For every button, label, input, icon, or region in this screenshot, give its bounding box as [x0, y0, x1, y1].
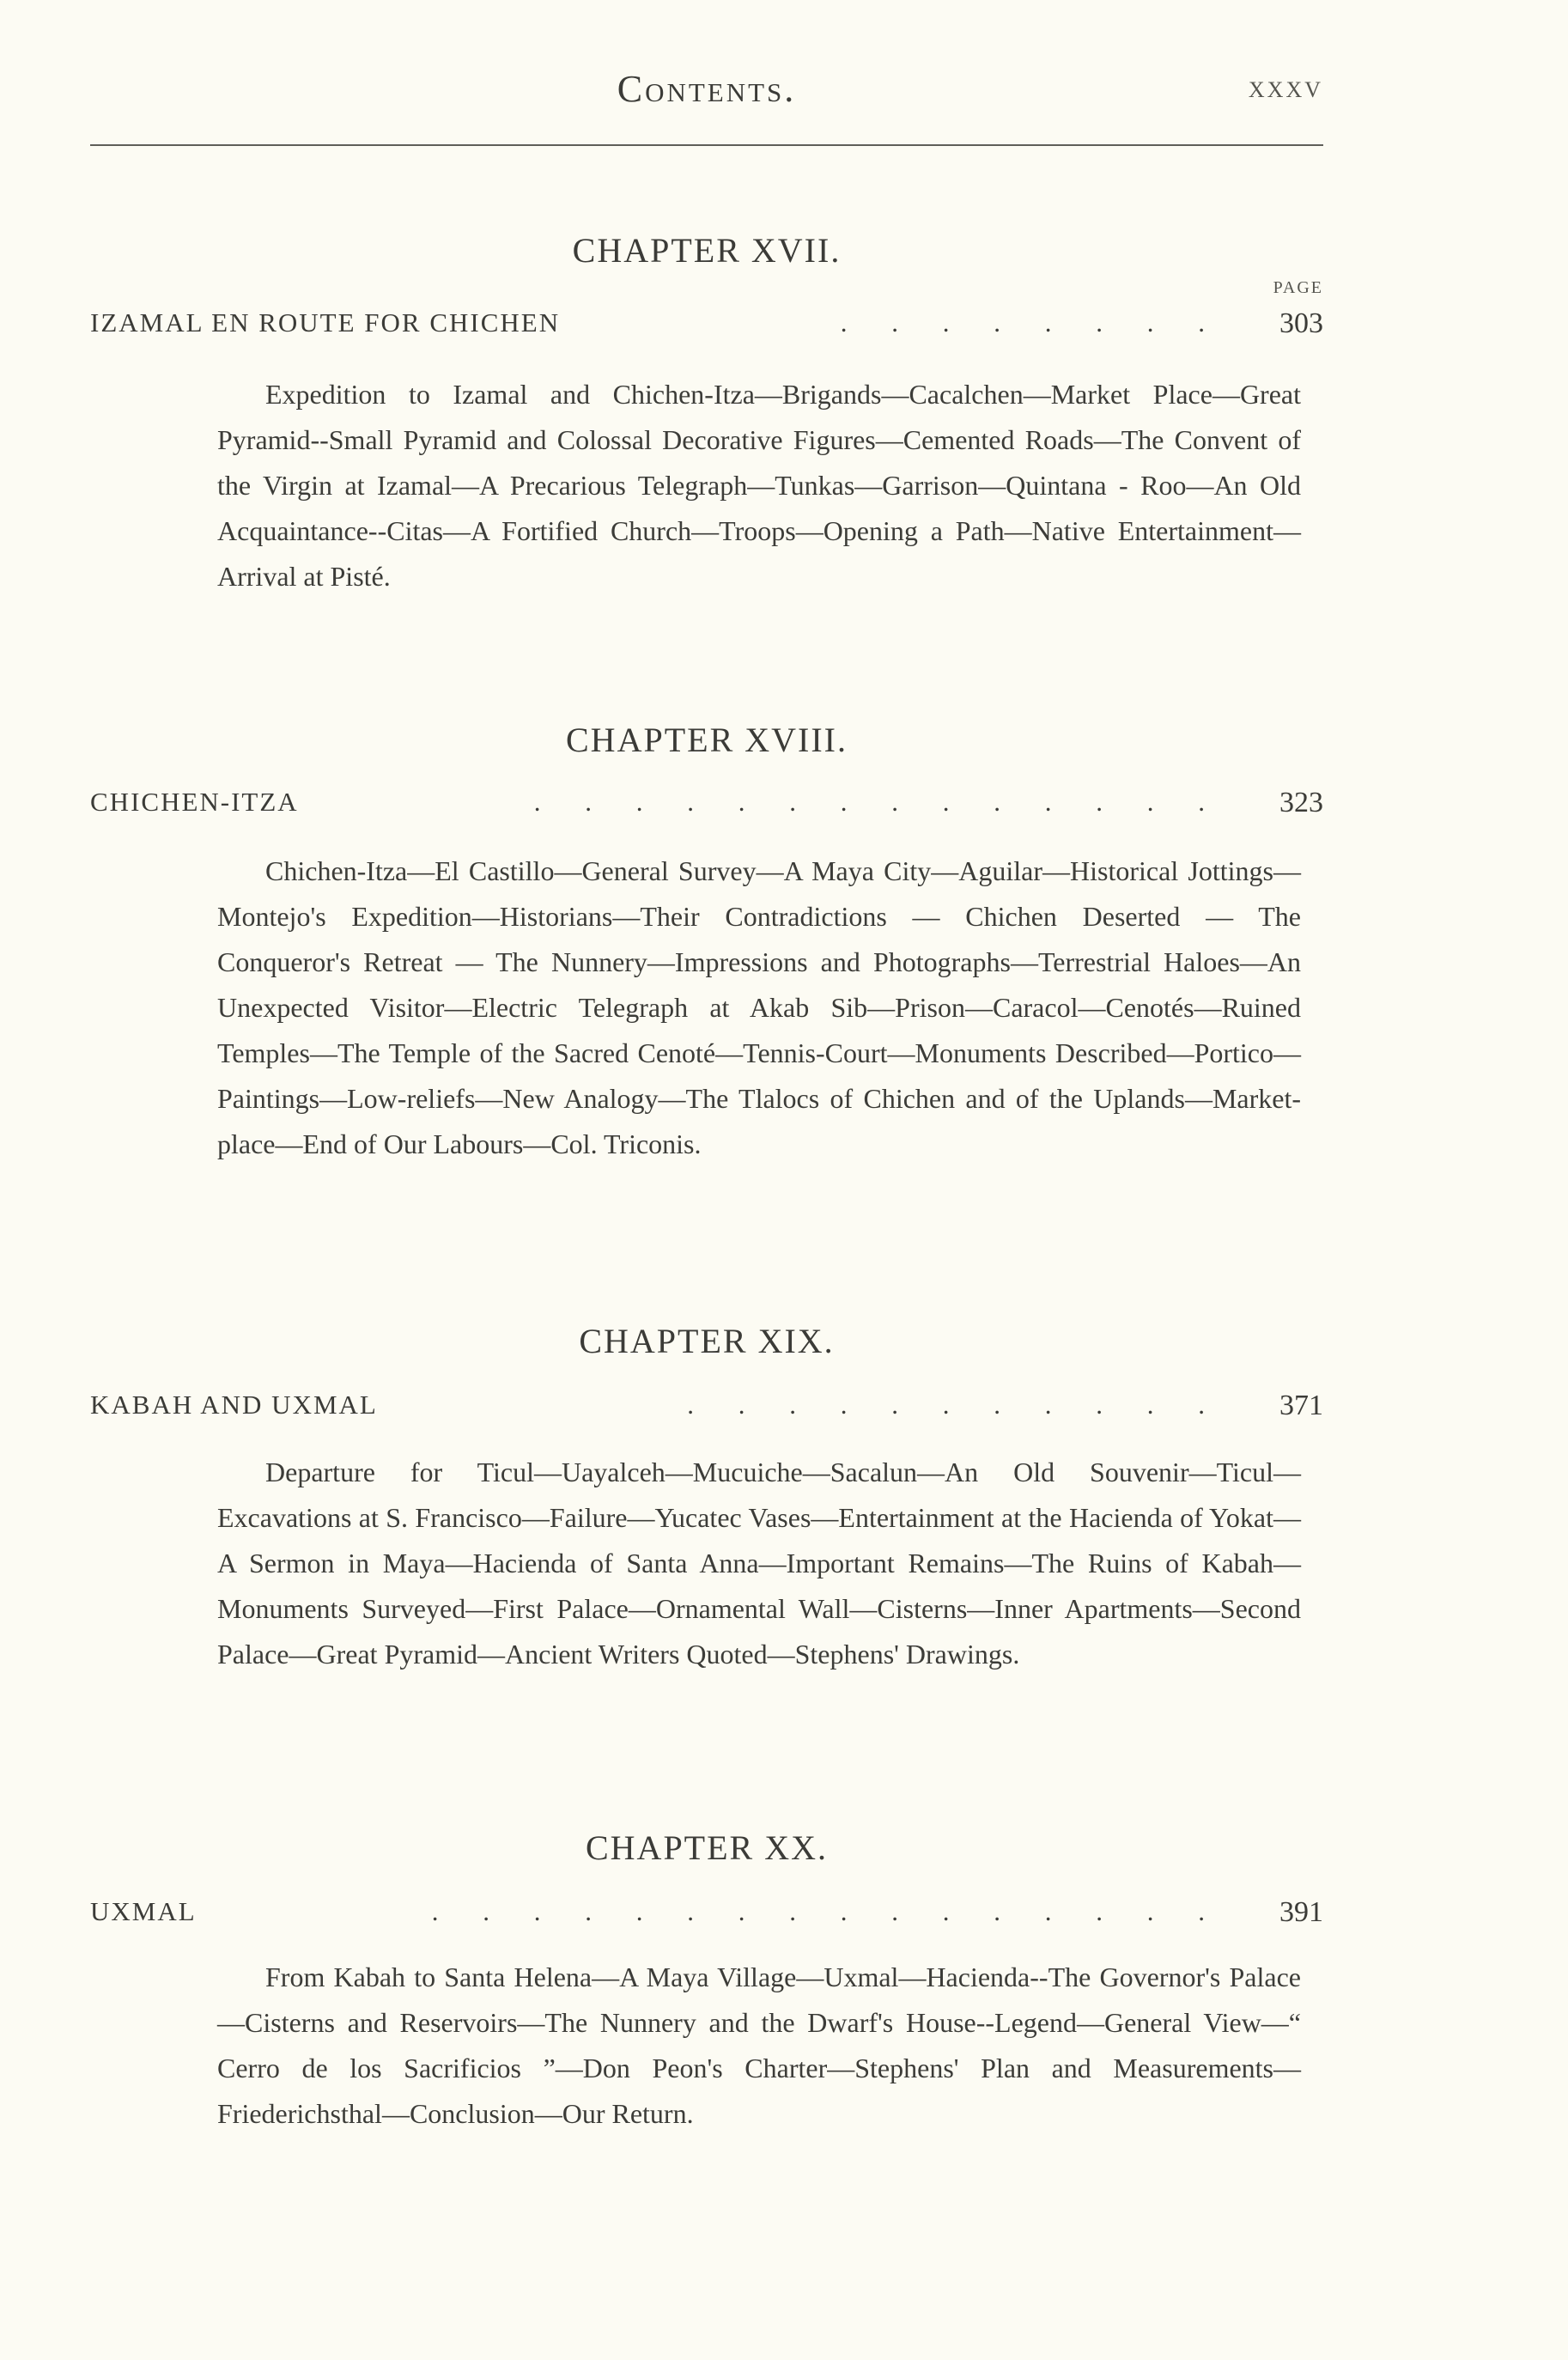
dot-leader: . . . . . . . . . . . . . . . . — [431, 1896, 1224, 1926]
dot-leader: . . . . . . . . — [840, 307, 1224, 338]
toc-entry — [90, 307, 1323, 345]
chapter-summary: Expedition to Izamal and Chichen-Itza—Brigands—Cacalchen—Market Place—Great Pyramid--Small Pyramid and Colossal Decorative Figures—Cemented Roads—The Convent of the Virgin at Izamal—A Precarious Telegraph—Tunkas—Garrison—Quintana - Roo—An Old Acquaintance--Citas—A Fortified Church—Troops—Opening a Path—Native Entertainment—Arrival at Pisté. — [217, 379, 1301, 592]
chapter-summary: Chichen-Itza—El Castillo—General Survey—A Maya City—Aguilar—Historical Jottings—Montejo's Expedition—Historians—Their Contradictions — Chichen Deserted — The Conqueror's Retreat — The Nunnery—Impressions and Photographs—Terrestrial Haloes—An Unexpected Visitor—Electric Telegraph at Akab Sib—Prison—Caracol—Cenotés—Ruined Temples—The Temple of the Sacred Cenoté—Tennis-Court—Monuments Described—Portico—Paintings—Low-reliefs—New Analogy—The Tlalocs of Chichen and of the Uplands—Market-place—End of Our Labours—Col. Triconis. — [217, 855, 1301, 1159]
chapter-heading: CHAPTER XVIII. — [566, 721, 848, 759]
chapter-summary: From Kabah to Santa Helena—A Maya Village—Uxmal—Hacienda--The Governor's Palace—Cisterns and Reservoirs—The Nunnery and the Dwarf's House--Legend—General View—“ Cerro de los Sacrificios ”—Don Peon's Charter—Stephens' Plan and Measurements—Friederichsthal—Conclusion—Our Return. — [217, 1962, 1301, 2129]
chapter-title: UXMAL — [90, 1896, 197, 1926]
page-title: Contents. — [617, 68, 797, 110]
chapter-heading: CHAPTER XVII. — [572, 231, 842, 270]
chapter-title: CHICHEN-ITZA — [90, 787, 299, 817]
toc-entry — [90, 1390, 1323, 1427]
chapter-page-number: 303 — [1279, 307, 1323, 339]
chapter-title: IZAMAL EN ROUTE FOR CHICHEN — [90, 307, 561, 338]
page-number-roman: XXXV — [1248, 77, 1323, 102]
chapter-page-number: 391 — [1279, 1896, 1323, 1928]
chapter-title: KABAH AND UXMAL — [90, 1390, 378, 1420]
toc-entry — [90, 787, 1323, 824]
chapter-heading: CHAPTER XX. — [585, 1828, 829, 1867]
chapter-page-number: 323 — [1279, 787, 1323, 818]
header-rule — [90, 144, 1323, 146]
page-column-label: PAGE — [1273, 278, 1323, 297]
dot-leader: . . . . . . . . . . . — [687, 1390, 1224, 1420]
toc-entry — [90, 1896, 1323, 1934]
chapter-page-number: 371 — [1279, 1390, 1323, 1421]
dot-leader: . . . . . . . . . . . . . . — [533, 787, 1224, 817]
chapter-heading: CHAPTER XIX. — [579, 1322, 835, 1360]
running-header — [90, 67, 1323, 119]
chapter-summary: Departure for Ticul—Uayalceh—Mucuiche—Sacalun—An Old Souvenir—Ticul—Excavations at S. Francisco—Failure—Yucatec Vases—Entertainment at the Hacienda of Yokat—A Sermon in Maya—Hacienda of Santa Anna—Important Remains—The Ruins of Kabah—Monuments Surveyed—First Palace—Ornamental Wall—Cisterns—Inner Apartments—Second Palace—Great Pyramid—Ancient Writers Quoted—Stephens' Drawings. — [217, 1457, 1301, 1670]
